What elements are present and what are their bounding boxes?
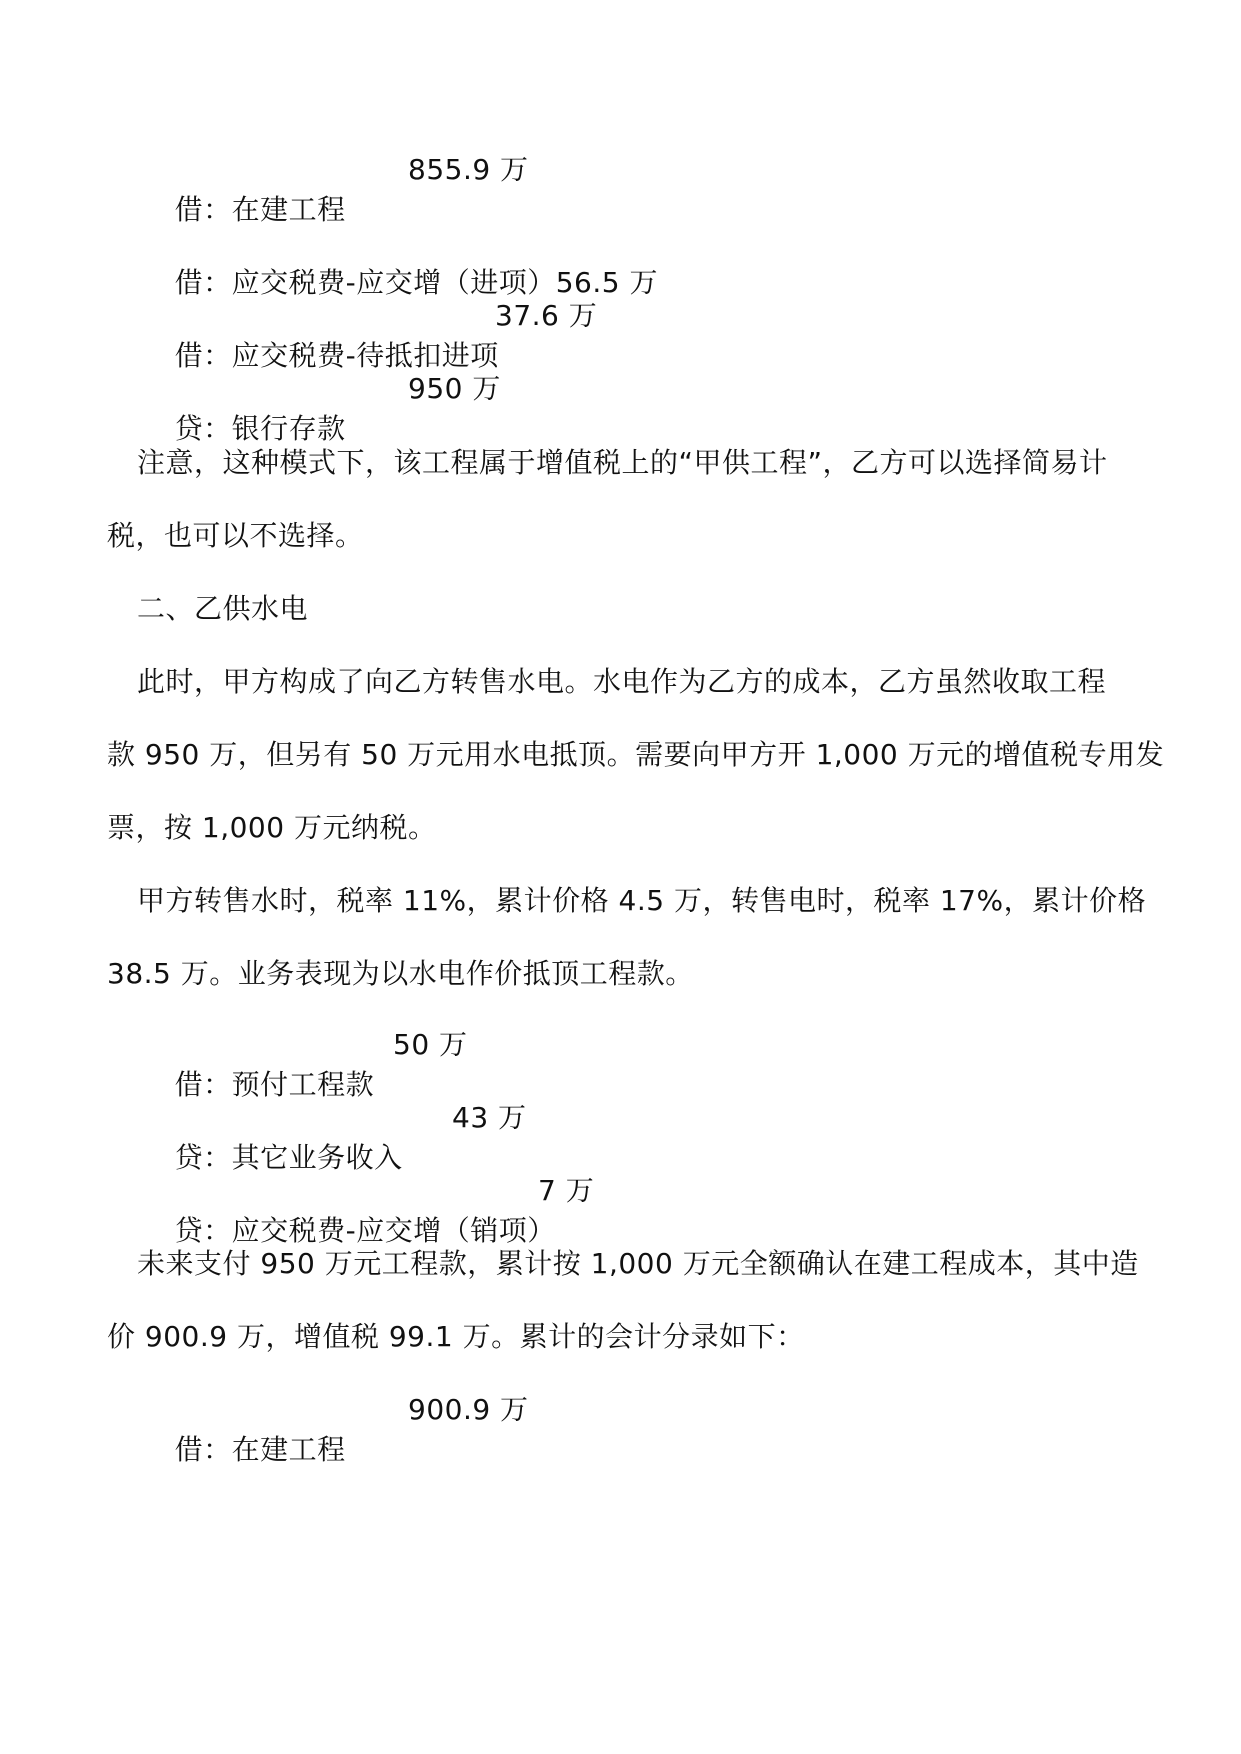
entry-amount: 900.9 万 xyxy=(408,1393,529,1426)
entry-amount: 37.6 万 xyxy=(495,299,598,332)
entry-label: 借：应交税费-应交增（进项）56.5 万 xyxy=(174,266,658,299)
paragraph-line: 未来支付 950 万元工程款，累计按 1,000 万元全额确认在建工程成本，其中造 xyxy=(137,1247,1139,1280)
entry-amount: 43 万 xyxy=(452,1101,527,1134)
paragraph-line: 38.5 万。业务表现为以水电作价抵顶工程款。 xyxy=(107,957,694,990)
entry-debit-construction-total xyxy=(137,1390,346,1510)
entry-label: 借：应交税费-待抵扣进项 xyxy=(174,339,499,372)
entry-label: 借：预付工程款 xyxy=(174,1068,375,1101)
note-line-2: 税，也可以不选择。 xyxy=(107,519,364,552)
note-line-1: 注意，这种模式下，该工程属于增值税上的“甲供工程”，乙方可以选择简易计 xyxy=(137,446,1108,479)
paragraph-line: 此时，甲方构成了向乙方转售水电。水电作为乙方的成本，乙方虽然收取工程 xyxy=(137,665,1107,698)
paragraph-line: 款 950 万，但另有 50 万元用水电抵顶。需要向甲方开 1,000 万元的增值税专用发 xyxy=(107,738,1165,771)
entry-amount: 950 万 xyxy=(408,372,501,405)
entry-label: 借：在建工程 xyxy=(174,193,346,226)
paragraph-line: 价 900.9 万，增值税 99.1 万。累计的会计分录如下： xyxy=(107,1320,805,1353)
paragraph-line: 票，按 1,000 万元纳税。 xyxy=(107,811,437,844)
entry-label: 贷：银行存款 xyxy=(174,412,346,445)
section-heading: 二、乙供水电 xyxy=(137,592,309,625)
entry-amount: 855.9 万 xyxy=(408,153,529,186)
entry-amount: 50 万 xyxy=(393,1028,468,1061)
entry-label: 贷：应交税费-应交增（销项） xyxy=(174,1214,556,1247)
entry-label: 贷：其它业务收入 xyxy=(174,1141,403,1174)
entry-amount: 7 万 xyxy=(538,1174,595,1207)
paragraph-line: 甲方转售水时，税率 11%，累计价格 4.5 万，转售电时，税率 17%，累计价格 xyxy=(137,884,1147,917)
entry-label: 借：在建工程 xyxy=(174,1433,346,1466)
